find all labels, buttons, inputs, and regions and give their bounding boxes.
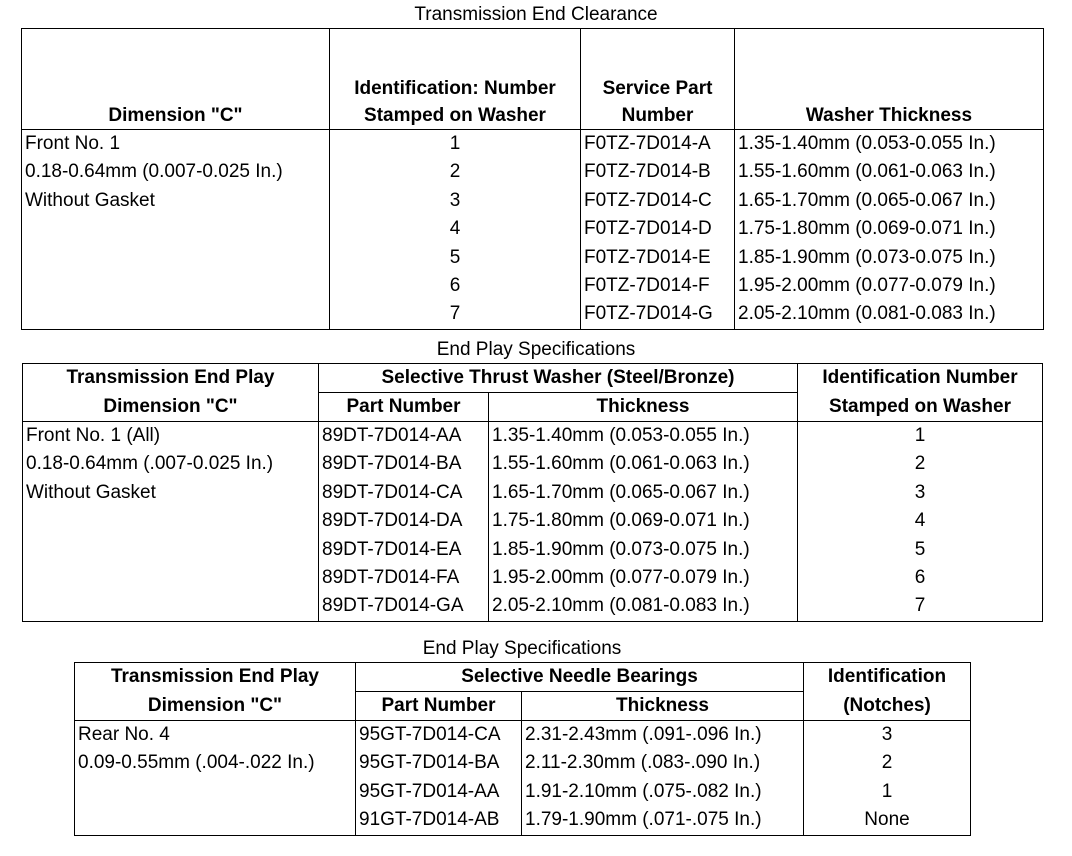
part-number-cell: F0TZ-7D014-A bbox=[581, 130, 735, 159]
id-cell: 5 bbox=[330, 244, 581, 272]
id-cell: 7 bbox=[330, 300, 581, 329]
thickness-cell: 2.05-2.10mm (0.081-0.083 In.) bbox=[738, 303, 996, 325]
thickness-cell: 1.55-1.60mm (0.061-0.063 In.) bbox=[738, 161, 996, 183]
id-cell: 7 bbox=[914, 595, 926, 617]
thickness-cell: 1.75-1.80mm (0.069-0.071 In.) bbox=[738, 218, 996, 240]
part-number-cell: 91GT-7D014-AB bbox=[356, 806, 522, 835]
part-number-cell: F0TZ-7D014-G bbox=[581, 300, 735, 329]
table-row bbox=[23, 422, 1043, 451]
id-cell: 1 bbox=[914, 425, 926, 446]
table2-header-row bbox=[23, 364, 1043, 393]
thickness-cell: 1.35-1.40mm (0.053-0.055 In.) bbox=[738, 133, 996, 154]
thickness-cell: 1.85-1.90mm (0.073-0.075 In.) bbox=[738, 246, 996, 268]
id-cell: 3 bbox=[881, 724, 893, 745]
thickness-cell: 1.35-1.40mm (0.053-0.055 In.) bbox=[489, 422, 798, 451]
id-cell: 1 bbox=[330, 130, 581, 159]
thickness-cell: 2.11-2.30mm (.083-.090 In.) bbox=[522, 749, 804, 777]
thickness-cell: 1.75-1.80mm (0.069-0.071 In.) bbox=[489, 507, 798, 535]
transmission-end-clearance-table bbox=[21, 28, 1044, 330]
thickness-cell: 1.95-2.00mm (0.077-0.079 In.) bbox=[738, 275, 996, 297]
id-cell: 1 bbox=[881, 780, 893, 802]
part-number-cell: F0TZ-7D014-C bbox=[581, 187, 735, 215]
thickness-cell: 1.65-1.70mm (0.065-0.067 In.) bbox=[738, 189, 996, 211]
table2-header-part-number: Part Number bbox=[319, 393, 489, 422]
dimension-line: 0.09-0.55mm (.004-.022 In.) bbox=[78, 752, 315, 774]
dimension-line: Front No. 1 bbox=[25, 133, 121, 154]
dimension-line: Without Gasket bbox=[26, 481, 156, 503]
id-cell: 2 bbox=[914, 453, 926, 475]
id-cell: 3 bbox=[914, 481, 926, 503]
table1-header-identification: Identification: Number Stamped on Washer bbox=[330, 29, 581, 130]
table3-header-row bbox=[75, 692, 971, 721]
part-number-cell: F0TZ-7D014-D bbox=[581, 215, 735, 243]
table2-header-ident-line2: Stamped on Washer bbox=[798, 393, 1043, 422]
table3-header-ident-line2: (Notches) bbox=[804, 692, 971, 721]
table1-caption: Transmission End Clearance bbox=[414, 4, 658, 25]
dimension-line: 0.18-0.64mm (0.007-0.025 In.) bbox=[25, 161, 283, 183]
table1-header-dimension: Dimension "C" bbox=[22, 29, 330, 130]
table3-header-ident-line1: Identification bbox=[827, 666, 947, 688]
thickness-cell: 1.95-2.00mm (0.077-0.079 In.) bbox=[489, 564, 798, 592]
table2-header-dimension-line2: Dimension "C" bbox=[23, 393, 319, 422]
id-cell: 2 bbox=[881, 752, 893, 774]
end-play-needle-bearings-table bbox=[74, 662, 971, 836]
dimension-line: Front No. 1 (All) bbox=[26, 425, 161, 446]
table2-header-thrust-washer-group: Selective Thrust Washer (Steel/Bronze) bbox=[319, 364, 798, 393]
table1-header-washer-thickness: Washer Thickness bbox=[735, 29, 1044, 130]
table2-header-ident-line1: Identification Number bbox=[822, 367, 1018, 389]
id-cell: 6 bbox=[914, 567, 926, 589]
part-number-cell: 95GT-7D014-BA bbox=[356, 749, 522, 777]
id-cell: None bbox=[864, 809, 910, 831]
table3-header-thickness: Thickness bbox=[522, 692, 804, 721]
id-cell: 4 bbox=[914, 510, 926, 532]
thickness-cell: 2.31-2.43mm (.091-.096 In.) bbox=[522, 721, 804, 750]
table2-caption: End Play Specifications bbox=[436, 339, 636, 360]
part-number-cell: F0TZ-7D014-B bbox=[581, 158, 735, 186]
id-cell: 6 bbox=[330, 272, 581, 300]
table-row bbox=[75, 721, 971, 750]
table3-header-dimension-line1: Transmission End Play bbox=[75, 663, 356, 692]
table2-dimension-cell bbox=[23, 422, 319, 622]
thickness-cell: 1.79-1.90mm (.071-.075 In.) bbox=[522, 806, 804, 835]
thickness-cell: 2.05-2.10mm (0.081-0.083 In.) bbox=[489, 592, 798, 621]
part-number-cell: 89DT-7D014-AA bbox=[319, 422, 489, 451]
table3-header-row bbox=[75, 663, 971, 692]
table3-header-needle-bearings-group: Selective Needle Bearings bbox=[356, 663, 804, 692]
dimension-line: Without Gasket bbox=[25, 189, 155, 211]
table1-header-row bbox=[22, 29, 1044, 130]
table3-header-dimension-line2: Dimension "C" bbox=[75, 692, 356, 721]
id-cell: 2 bbox=[330, 158, 581, 186]
table2-header-thickness: Thickness bbox=[489, 393, 798, 422]
part-number-cell: 89DT-7D014-DA bbox=[319, 507, 489, 535]
table3-dimension-cell bbox=[75, 721, 356, 836]
table3-header-part-number: Part Number bbox=[356, 692, 522, 721]
table1-dimension-cell bbox=[22, 130, 330, 330]
part-number-cell: 89DT-7D014-EA bbox=[319, 536, 489, 564]
id-cell: 5 bbox=[914, 538, 926, 560]
table3-caption: End Play Specifications bbox=[422, 638, 622, 659]
table2-header-dimension-line1: Transmission End Play bbox=[23, 364, 319, 393]
part-number-cell: F0TZ-7D014-F bbox=[581, 272, 735, 300]
part-number-cell: 89DT-7D014-BA bbox=[319, 450, 489, 478]
part-number-cell: 95GT-7D014-AA bbox=[356, 778, 522, 806]
part-number-cell: 89DT-7D014-GA bbox=[319, 592, 489, 621]
table2-header-row bbox=[23, 393, 1043, 422]
dimension-line: 0.18-0.64mm (.007-0.025 In.) bbox=[26, 453, 274, 475]
table1-header-service-part: Service Part Number bbox=[581, 29, 735, 130]
id-cell: 3 bbox=[330, 187, 581, 215]
dimension-line: Rear No. 4 bbox=[78, 724, 170, 745]
thickness-cell: 1.65-1.70mm (0.065-0.067 In.) bbox=[489, 479, 798, 507]
thickness-cell: 1.85-1.90mm (0.073-0.075 In.) bbox=[489, 536, 798, 564]
part-number-cell: 89DT-7D014-FA bbox=[319, 564, 489, 592]
thickness-cell: 1.55-1.60mm (0.061-0.063 In.) bbox=[489, 450, 798, 478]
part-number-cell: 89DT-7D014-CA bbox=[319, 479, 489, 507]
thickness-cell: 1.91-2.10mm (.075-.082 In.) bbox=[522, 778, 804, 806]
table-row bbox=[22, 130, 1044, 159]
part-number-cell: F0TZ-7D014-E bbox=[581, 244, 735, 272]
part-number-cell: 95GT-7D014-CA bbox=[356, 721, 522, 750]
id-cell: 4 bbox=[330, 215, 581, 243]
end-play-thrust-washer-table bbox=[22, 363, 1043, 622]
